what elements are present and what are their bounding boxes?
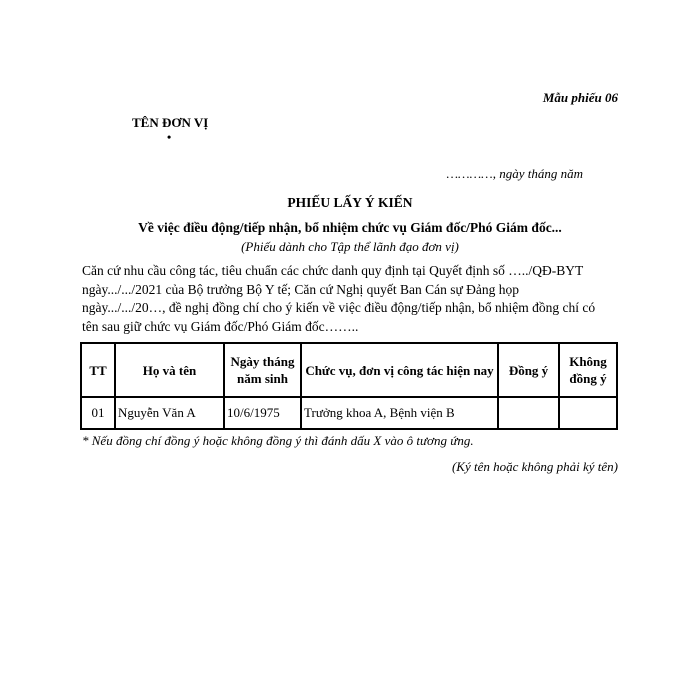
header-position: Chức vụ, đơn vị công tác hiện nay <box>301 343 498 397</box>
body-line: tên sau giữ chức vụ Giám đốc/Phó Giám đốc…….. <box>82 318 359 334</box>
table-row <box>81 397 617 429</box>
cell-disagree-checkbox[interactable] <box>559 397 617 429</box>
document-audience: (Phiếu dành cho Tập thể lãnh đạo đơn vị) <box>241 239 459 254</box>
unit-name: TÊN ĐƠN VỊ <box>132 115 209 130</box>
body-line: ngày.../.../20…, đề nghị đồng chí cho ý kiến về việc điều động/tiếp nhận, bổ nhiệm đồng chí có <box>82 300 596 316</box>
header-full-name: Họ và tên <box>115 343 224 397</box>
document-title: PHIẾU LẤY Ý KIẾN <box>287 195 413 210</box>
cell-tt: 01 <box>81 397 115 429</box>
form-code: Mẫu phiếu 06 <box>542 90 618 105</box>
body-line: Căn cứ nhu cầu công tác, tiêu chuẩn các chức danh quy định tại Quyết định số …../QĐ-BYT <box>82 263 584 278</box>
cell-birth-date: 10/6/1975 <box>224 397 301 429</box>
header-agree: Đồng ý <box>498 343 559 397</box>
header-tt: TT <box>81 343 115 397</box>
signature-note: (Ký tên hoặc không phải ký tên) <box>451 459 618 474</box>
header-disagree: Không đồng ý <box>559 343 617 397</box>
date-line: …………, ngày tháng năm <box>446 166 583 181</box>
cell-position: Trưởng khoa A, Bệnh viện B <box>301 397 498 429</box>
document-subtitle: Về việc điều động/tiếp nhận, bổ nhiệm chức vụ Giám đốc/Phó Giám đốc... <box>138 220 562 235</box>
cell-full-name: Nguyễn Văn A <box>115 397 224 429</box>
body-line: ngày.../.../2021 của Bộ trưởng Bộ Y tế; Căn cứ Nghị quyết Ban Cán sự Đảng họp <box>82 281 520 297</box>
unit-mark: • <box>167 130 172 144</box>
header-birth-date: Ngày tháng năm sinh <box>224 343 301 397</box>
cell-agree-checkbox[interactable] <box>498 397 559 429</box>
instruction-note: * Nếu đồng chí đồng ý hoặc không đồng ý thì đánh dấu X vào ô tương ứng. <box>82 433 474 448</box>
opinion-table <box>80 342 618 430</box>
body-paragraph <box>82 262 622 336</box>
table-header-row <box>81 343 617 397</box>
